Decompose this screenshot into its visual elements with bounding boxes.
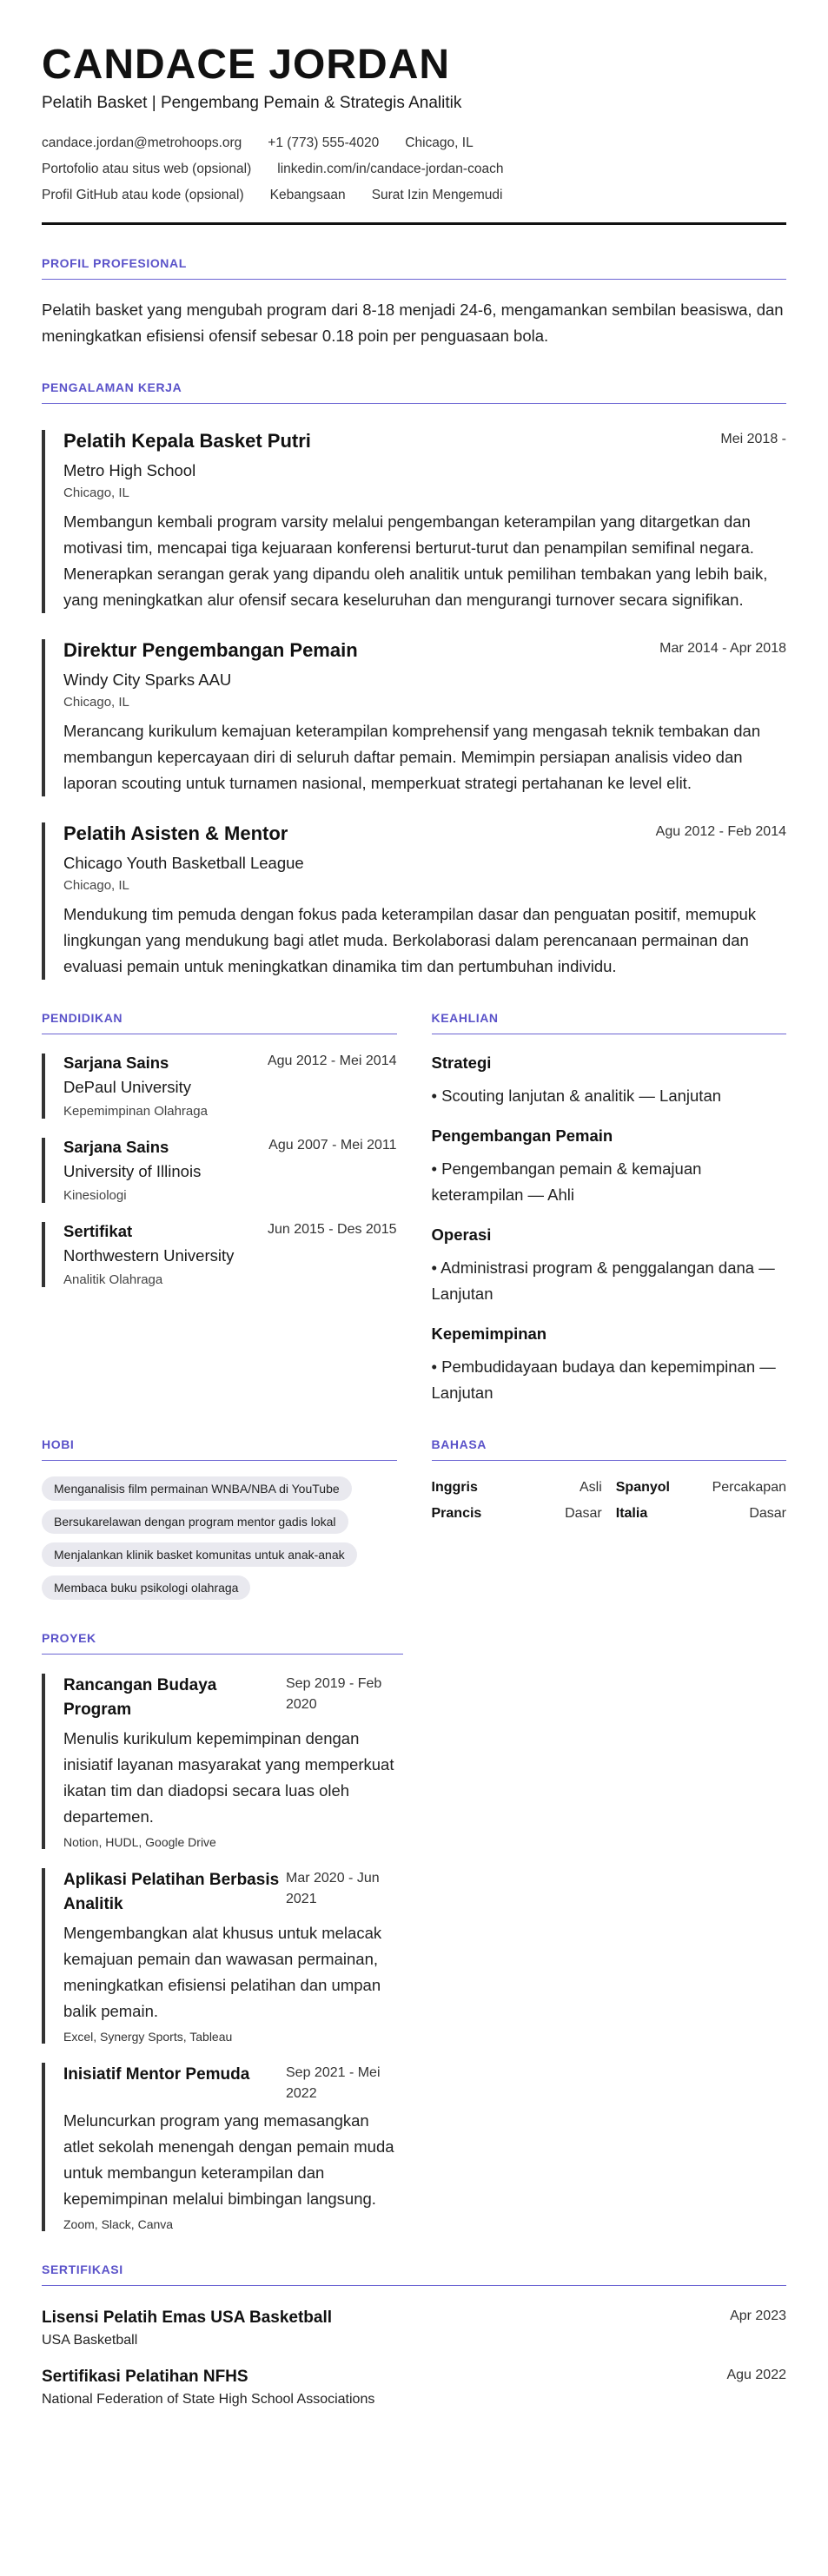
skill-group bbox=[432, 1225, 787, 1307]
portfolio-link[interactable]: Portofolio atau situs web (opsional) bbox=[42, 162, 252, 176]
project-description: Meluncurkan program yang memasangkan atlet sekolah menengah dengan pemain muda untuk membangun keterampilan dan kepemimpinan melalui bimbingan langsung. bbox=[63, 2111, 394, 2208]
project-description: Mengembangkan alat khusus untuk melacak kemajuan pemain dan wawasan permainan, meningkatkan efisiensi pelatihan dan umpan balik pemain. bbox=[63, 1924, 382, 2020]
skill-category: Strategi bbox=[431, 1054, 492, 1072]
hobbies-languages-row bbox=[42, 1406, 786, 1600]
job-date: Agu 2012 - Feb 2014 bbox=[655, 824, 786, 839]
skills-column bbox=[432, 980, 787, 1406]
summary-text: Pelatih basket yang mengubah program dari 8-18 menjadi 24-6, mengamankan sembilan beasiswa, dan meningkatkan efisiensi ofensif sebesar 0.18 poin per penguasaan bola. bbox=[42, 301, 784, 345]
school-name: DePaul University bbox=[63, 1078, 192, 1096]
project-date: Mar 2020 - Jun 2021 bbox=[286, 1871, 380, 1906]
skills-list bbox=[432, 1054, 787, 1406]
language-item bbox=[432, 1480, 602, 1496]
education-skills-row bbox=[42, 980, 786, 1406]
certification-name: Lisensi Pelatih Emas USA Basketball bbox=[42, 2308, 333, 2327]
email-link[interactable]: candace.jordan@metrohoops.org bbox=[42, 135, 242, 150]
header-divider bbox=[42, 222, 786, 225]
certification-name: Sertifikasi Pelatihan NFHS bbox=[42, 2368, 248, 2386]
certification-date: Apr 2023 bbox=[730, 2308, 786, 2323]
job-description: Mendukung tim pemuda dengan fokus pada keterampilan dasar dan penguatan positif, memupuk lingkungan yang mendukung bagi atlet muda. Berkolaborasi dalam perencanaan permainan dan evaluasi pemain untuk meningkatkan dinamika tim dan pertumbuhan individu. bbox=[63, 905, 757, 975]
study-field: Analitik Olahraga bbox=[63, 1272, 163, 1287]
degree: Sarjana Sains bbox=[63, 1138, 169, 1156]
project-item bbox=[42, 1674, 403, 1849]
language-level: Dasar bbox=[565, 1506, 602, 1521]
section-title-languages: BAHASA bbox=[432, 1437, 787, 1461]
experience-item bbox=[42, 430, 786, 613]
language-item bbox=[616, 1506, 786, 1522]
skill-group bbox=[432, 1126, 787, 1208]
skill-group bbox=[432, 1324, 787, 1406]
language-list bbox=[432, 1480, 787, 1522]
school-name: Northwestern University bbox=[63, 1246, 235, 1265]
driving-license: Surat Izin Mengemudi bbox=[371, 188, 503, 202]
language-level: Percakapan bbox=[712, 1480, 786, 1495]
skill-category: Operasi bbox=[431, 1225, 492, 1244]
skill-category: Pengembangan Pemain bbox=[431, 1126, 613, 1145]
degree: Sertifikat bbox=[63, 1222, 133, 1240]
language-item bbox=[616, 1480, 786, 1496]
experience-item bbox=[42, 639, 786, 796]
project-date: Sep 2021 - Mei 2022 bbox=[286, 2065, 381, 2101]
job-title: Pelatih Asisten & Mentor bbox=[63, 822, 288, 844]
resume-header bbox=[42, 42, 786, 225]
project-title: Inisiatif Mentor Pemuda bbox=[63, 2065, 250, 2084]
project-tech: Zoom, Slack, Canva bbox=[63, 2217, 174, 2231]
contact-row bbox=[42, 188, 786, 203]
job-description: Membangun kembali program varsity melalui pengembangan keterampilan yang ditargetkan dan motivasi tim, mencapai tiga kejuaraan konferensi berturut-turut dan penampilan semifinal negara. Menerapkan serangan gerak yang dipandu oleh analitik untuk pemilihan tembakan yang lebih baik, yang meningkatkan alur ofensif secara keseluruhan dan mengurangi turnover secara signifikan. bbox=[63, 512, 768, 609]
section-title-certifications: SERTIFIKASI bbox=[42, 2262, 786, 2286]
job-title: Direktur Pengembangan Pemain bbox=[63, 639, 358, 661]
project-title: Aplikasi Pelatihan Berbasis Analitik bbox=[63, 1871, 280, 1913]
phone-number: +1 (773) 555-4020 bbox=[268, 135, 380, 150]
skill-item: • Administrasi program & penggalangan dana — Lanjutan bbox=[431, 1258, 775, 1303]
experience-list bbox=[42, 430, 786, 980]
language-name: Spanyol bbox=[615, 1480, 670, 1495]
job-date: Mar 2014 - Apr 2018 bbox=[659, 641, 786, 656]
education-date: Agu 2012 - Mei 2014 bbox=[267, 1054, 397, 1068]
candidate-headline: Pelatih Basket | Pengembang Pemain & Strategis Analitik bbox=[42, 94, 462, 112]
hobby-chip: Menganalisis film permainan WNBA/NBA di YouTube bbox=[42, 1476, 352, 1501]
study-field: Kepemimpinan Olahraga bbox=[63, 1104, 208, 1119]
project-description: Menulis kurikulum kepemimpinan dengan inisiatif layanan masyarakat yang memperkuat ikatan tim dan diadopsi secara luas oleh departemen. bbox=[63, 1729, 394, 1826]
company-name: Metro High School bbox=[63, 461, 196, 479]
job-title: Pelatih Kepala Basket Putri bbox=[63, 430, 311, 452]
study-field: Kinesiologi bbox=[63, 1188, 127, 1203]
certification-item bbox=[42, 2308, 786, 2348]
location: Chicago, IL bbox=[405, 135, 474, 150]
hobby-list bbox=[42, 1476, 397, 1600]
degree: Sarjana Sains bbox=[63, 1054, 169, 1072]
project-title: Rancangan Budaya Program bbox=[63, 1676, 217, 1719]
linkedin-link[interactable]: linkedin.com/in/candace-jordan-coach bbox=[277, 162, 504, 176]
candidate-name: CANDACE JORDAN bbox=[42, 42, 451, 88]
nationality: Kebangsaan bbox=[269, 188, 346, 202]
job-date: Mei 2018 - bbox=[720, 432, 786, 446]
contact-row bbox=[42, 162, 786, 177]
skill-item: • Scouting lanjutan & analitik — Lanjutan bbox=[431, 1087, 722, 1105]
certification-issuer: USA Basketball bbox=[42, 2333, 138, 2348]
company-name: Chicago Youth Basketball League bbox=[63, 854, 304, 872]
company-name: Windy City Sparks AAU bbox=[63, 670, 232, 689]
education-list bbox=[42, 1054, 397, 1287]
section-title-projects: PROYEK bbox=[42, 1631, 403, 1655]
contact-info bbox=[42, 135, 786, 203]
section-title-skills: KEAHLIAN bbox=[432, 1011, 787, 1034]
education-item bbox=[42, 1054, 397, 1119]
certification-date: Agu 2022 bbox=[726, 2368, 786, 2382]
project-list bbox=[42, 1674, 403, 2231]
certification-issuer: National Federation of State High School Associations bbox=[42, 2392, 375, 2407]
section-title-summary: PROFIL PROFESIONAL bbox=[42, 256, 786, 280]
language-level: Asli bbox=[579, 1480, 602, 1495]
section-title-education: PENDIDIKAN bbox=[42, 1011, 397, 1034]
skill-group bbox=[432, 1054, 787, 1109]
education-column bbox=[42, 980, 397, 1406]
project-tech: Notion, HUDL, Google Drive bbox=[63, 1835, 216, 1849]
education-item bbox=[42, 1138, 397, 1203]
project-item bbox=[42, 1868, 403, 2044]
certification-list bbox=[42, 2308, 786, 2408]
job-location: Chicago, IL bbox=[63, 485, 129, 500]
section-title-experience: PENGALAMAN KERJA bbox=[42, 380, 786, 404]
language-name: Inggris bbox=[431, 1480, 478, 1495]
hobby-chip: Membaca buku psikologi olahraga bbox=[42, 1575, 250, 1600]
contact-row bbox=[42, 135, 786, 151]
education-date: Jun 2015 - Des 2015 bbox=[267, 1222, 397, 1237]
project-tech: Excel, Synergy Sports, Tableau bbox=[63, 2030, 233, 2044]
project-date: Sep 2019 - Feb 2020 bbox=[286, 1676, 382, 1712]
skill-category: Kepemimpinan bbox=[431, 1324, 547, 1343]
job-description: Merancang kurikulum kemajuan keterampilan komprehensif yang mengasah teknik tembakan dan membangun kepercayaan diri di seluruh daftar pemain. Memimpin persiapan analisis video dan laporan scouting untuk turnamen nasional, memperkuat strategi pertahanan ke level elit. bbox=[63, 722, 761, 792]
language-item bbox=[432, 1506, 602, 1522]
experience-item bbox=[42, 822, 786, 980]
certification-item bbox=[42, 2368, 786, 2408]
language-level: Dasar bbox=[749, 1506, 786, 1521]
hobbies-column bbox=[42, 1406, 397, 1600]
language-name: Italia bbox=[615, 1506, 648, 1521]
projects-column bbox=[42, 1600, 403, 2231]
job-location: Chicago, IL bbox=[63, 695, 129, 710]
project-item bbox=[42, 2063, 403, 2231]
education-date: Agu 2007 - Mei 2011 bbox=[268, 1138, 397, 1153]
github-link[interactable]: Profil GitHub atau kode (opsional) bbox=[42, 188, 244, 202]
skill-item: • Pembudidayaan budaya dan kepemimpinan — Lanjutan bbox=[431, 1357, 776, 1402]
hobby-chip: Bersukarelawan dengan program mentor gadis lokal bbox=[42, 1509, 348, 1534]
school-name: University of Illinois bbox=[63, 1162, 202, 1180]
languages-column bbox=[432, 1406, 787, 1600]
job-location: Chicago, IL bbox=[63, 878, 129, 893]
projects-row bbox=[42, 1600, 786, 2231]
hobby-chip: Menjalankan klinik basket komunitas untuk anak-anak bbox=[42, 1542, 357, 1567]
section-title-hobbies: HOBI bbox=[42, 1437, 397, 1461]
education-item bbox=[42, 1222, 397, 1287]
skill-item: • Pengembangan pemain & kemajuan keterampilan — Ahli bbox=[431, 1159, 702, 1204]
language-name: Prancis bbox=[431, 1506, 482, 1521]
